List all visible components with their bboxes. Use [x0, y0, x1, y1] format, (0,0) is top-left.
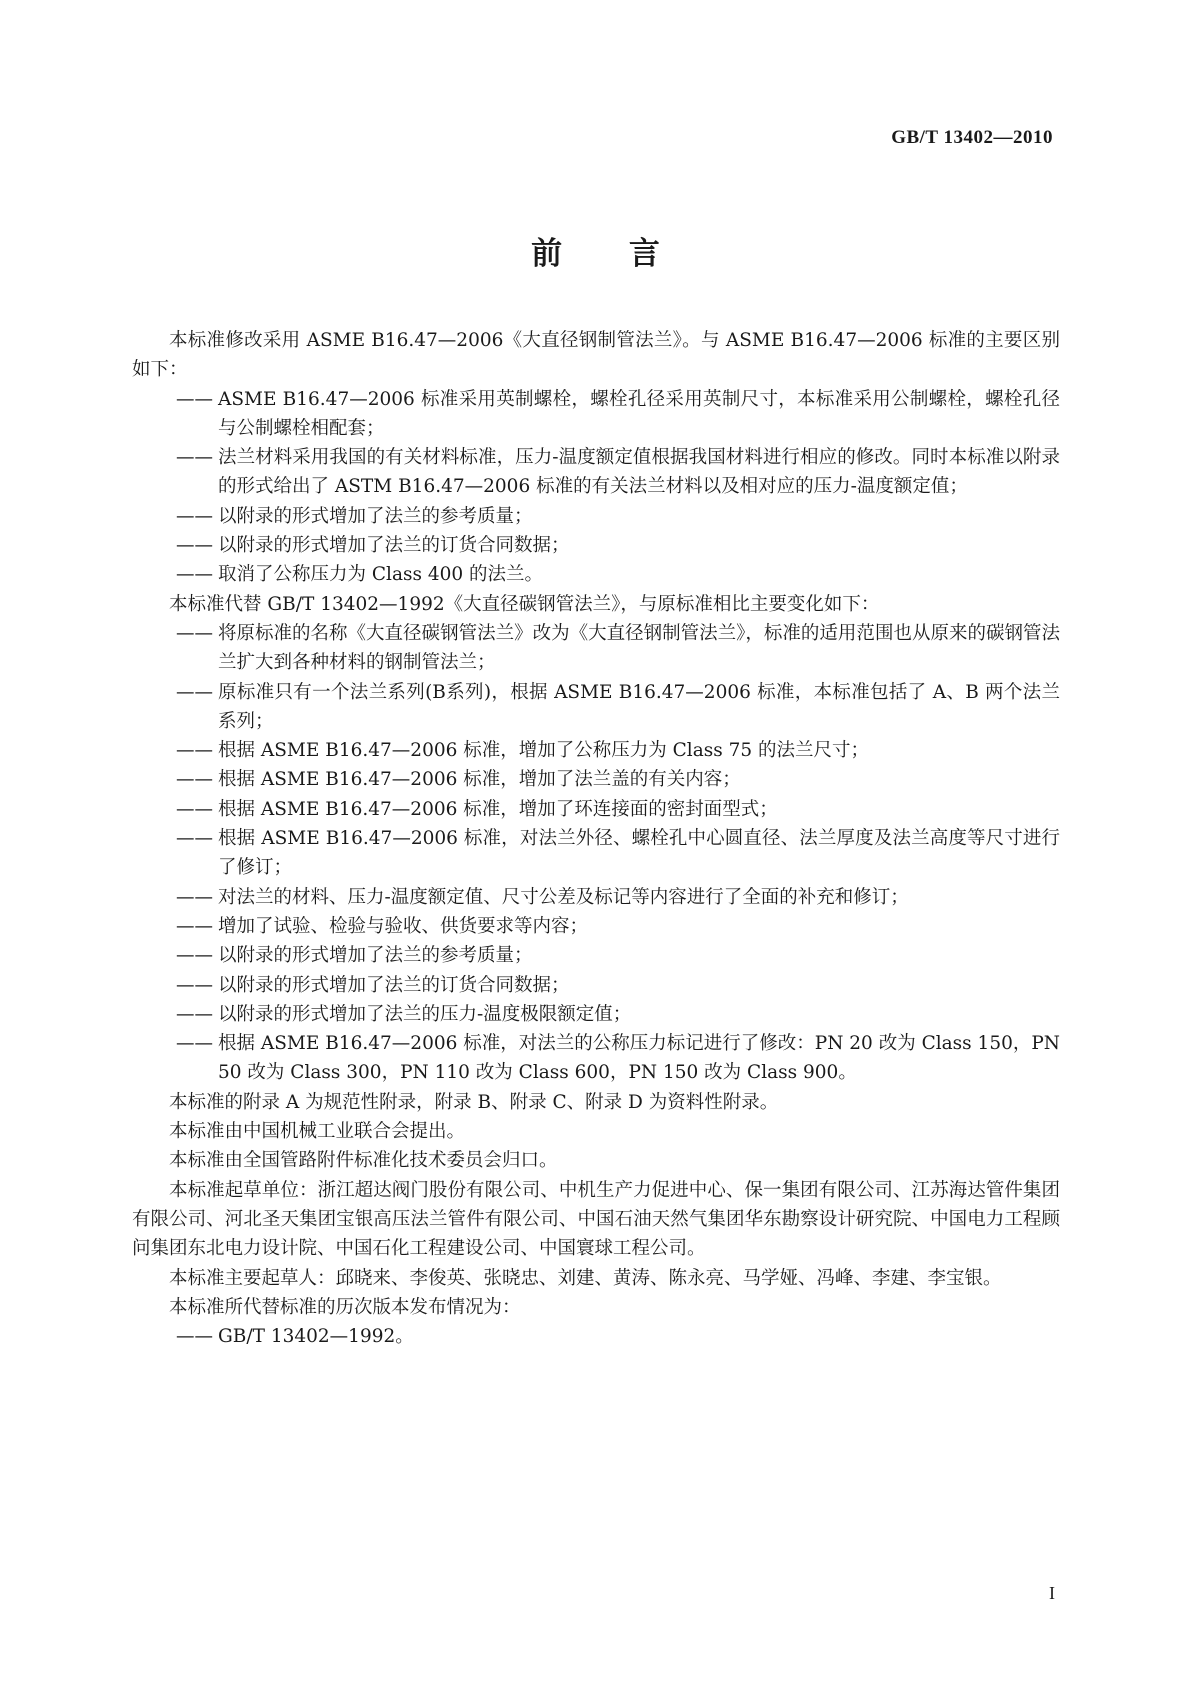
list-dash: —— [176, 447, 213, 469]
list-item-text: GB/T 13402—1992。 [218, 1326, 414, 1348]
paragraph: 本标准修改采用 ASME B16.47—2006《大直径钢制管法兰》。与 ASME B16.47—2006 标准的主要区别如下： [132, 330, 1060, 381]
list-item-text: 以附录的形式增加了法兰的压力-温度极限额定值； [218, 1003, 632, 1025]
list-item-text: 根据 ASME B16.47—2006 标准，增加了公称压力为 Class 75 的法兰尺寸； [218, 740, 870, 762]
list-item [132, 1322, 1060, 1351]
list-item [132, 531, 1060, 560]
list-dash: —— [176, 974, 213, 996]
list-item-text: 以附录的形式增加了法兰的订货合同数据； [218, 974, 570, 996]
list-item [132, 912, 1060, 941]
paragraph: 本标准由全国管路附件标准化技术委员会归口。 [169, 1150, 558, 1172]
paragraph: 本标准的附录 A 为规范性附录，附录 B、附录 C、附录 D 为资料性附录。 [169, 1091, 779, 1113]
list-item [132, 941, 1060, 970]
paragraph: 本标准代替 GB/T 13402—1992《大直径碳钢管法兰》，与原标准相比主要变化如下： [169, 593, 880, 615]
list-item-text: 取消了公称压力为 Class 400 的法兰。 [218, 564, 544, 586]
list-item [132, 795, 1060, 824]
list-item-text: 将原标准的名称《大直径碳钢管法兰》改为《大直径钢制管法兰》，标准的适用范围也从原来的碳钢管法兰扩大到各种材料的钢制管法兰； [218, 622, 1060, 674]
standard-code: GB/T 13402—2010 [891, 127, 1053, 148]
page-title: 前 言 [531, 236, 688, 272]
list-dash: —— [176, 915, 213, 937]
list-dash: —— [176, 740, 213, 762]
list-item-text: 根据 ASME B16.47—2006 标准，对法兰的公称压力标记进行了修改：PN 20 改为 Class 150，PN 50 改为 Class 300，PN 110 改为 Class 600，PN 150 改为 Class 900。 [218, 1033, 1060, 1084]
paragraph: 本标准所代替标准的历次版本发布情况为： [169, 1296, 521, 1318]
list-item [132, 385, 1060, 444]
list-item [132, 1000, 1060, 1029]
list-item-text: 增加了试验、检验与验收、供货要求等内容； [218, 915, 589, 937]
list-item-text: 以附录的形式增加了法兰的参考质量； [218, 945, 533, 967]
list-item [132, 883, 1060, 912]
list-item [132, 619, 1060, 678]
list-dash: —— [176, 1033, 213, 1055]
list-item [132, 971, 1060, 1000]
paragraph: 本标准由中国机械工业联合会提出。 [169, 1121, 466, 1143]
list-item [132, 560, 1060, 589]
list-item-text: 以附录的形式增加了法兰的参考质量； [218, 505, 533, 527]
list-dash: —— [176, 505, 213, 527]
foreword-body [132, 326, 1060, 1351]
list-item [132, 824, 1060, 883]
list-item [132, 443, 1060, 502]
page-number: I [1049, 1583, 1055, 1603]
list-item [132, 736, 1060, 765]
list-item-text: 根据 ASME B16.47—2006 标准，对法兰外径、螺栓孔中心圆直径、法兰厚度及法兰高度等尺寸进行了修订； [218, 828, 1060, 879]
list-dash: —— [176, 681, 213, 703]
list-item-text: 原标准只有一个法兰系列(B系列)，根据 ASME B16.47—2006 标准，本标准包括了 A、B 两个法兰系列； [218, 681, 1060, 732]
list-item-text: 以附录的形式增加了法兰的订货合同数据； [218, 535, 570, 557]
list-item [132, 502, 1060, 531]
list-item-text: 法兰材料采用我国的有关材料标准，压力-温度额定值根据我国材料进行相应的修改。同时本标准以附录的形式给出了 ASTM B16.47—2006 标准的有关法兰材料以及相对应的压力-温度额定值； [218, 447, 1060, 498]
list-dash: —— [176, 1326, 213, 1348]
list-dash: —— [176, 622, 213, 644]
list-item-text: 根据 ASME B16.47—2006 标准，增加了环连接面的密封面型式； [218, 798, 778, 820]
list-dash: —— [176, 1003, 213, 1025]
list-item-text: 对法兰的材料、压力-温度额定值、尺寸公差及标记等内容进行了全面的补充和修订； [218, 886, 909, 908]
list-dash: —— [176, 564, 213, 586]
list-dash: —— [176, 798, 213, 820]
list-item-text: ASME B16.47—2006 标准采用英制螺栓，螺栓孔径采用英制尺寸，本标准采用公制螺栓，螺栓孔径与公制螺栓相配套； [218, 388, 1060, 439]
list-item [132, 678, 1060, 737]
list-dash: —— [176, 535, 213, 557]
list-dash: —— [176, 388, 213, 410]
paragraph: 本标准主要起草人：邱晓来、李俊英、张晓忠、刘建、黄涛、陈永亮、马学娅、冯峰、李建、李宝银。 [169, 1267, 1002, 1289]
paragraph: 本标准起草单位：浙江超达阀门股份有限公司、中机生产力促进中心、保一集团有限公司、江苏海达管件集团有限公司、河北圣天集团宝银高压法兰管件有限公司、中国石油天然气集团华东勘察设计研究院、中国电力工程顾问集团东北电力设计院、中国石化工程建设公司、中国寰球工程公司。 [132, 1179, 1060, 1260]
list-dash: —— [176, 945, 213, 967]
list-item [132, 1029, 1060, 1088]
list-item-text: 根据 ASME B16.47—2006 标准，增加了法兰盖的有关内容； [218, 769, 741, 791]
list-dash: —— [176, 769, 213, 791]
list-dash: —— [176, 828, 213, 850]
list-dash: —— [176, 886, 213, 908]
list-item [132, 765, 1060, 794]
